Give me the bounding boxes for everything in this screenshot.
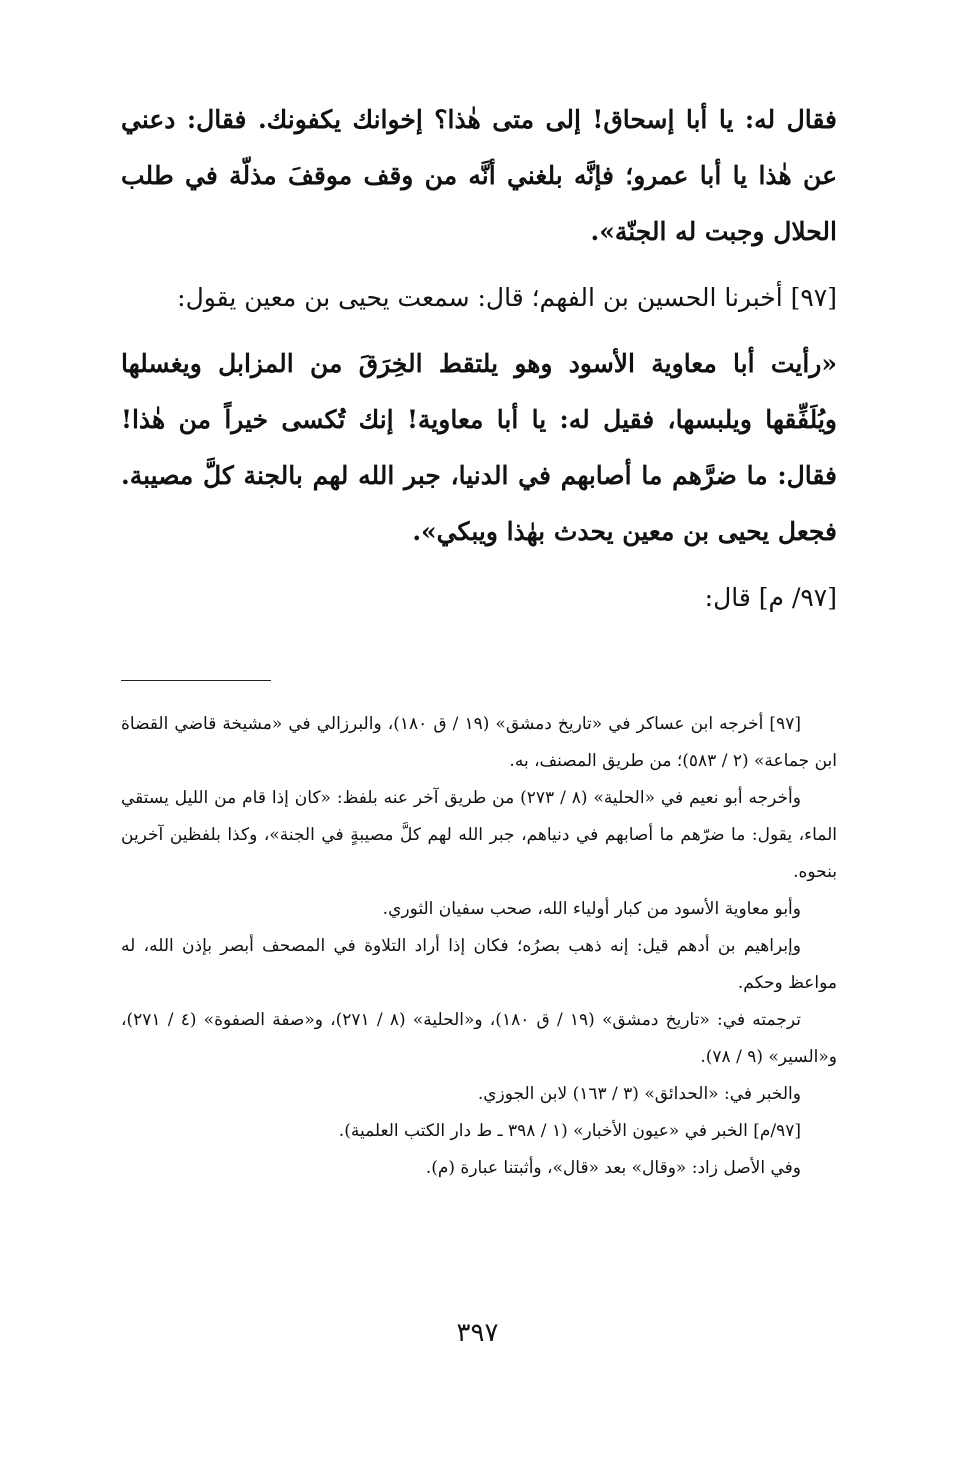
- hadith-number-97: [٩٧]: [790, 283, 837, 312]
- paragraph-1: فقال له: يا أبا إسحاق! إلى متى هٰذا؟ إخوانك يكفونك. فقال: دعني عن هٰذا يا أبا عمرو؛ فإنَّه بلغني أنَّه من وقف موقفَ مذلّة في طلب الحلال وجبت له الجنّة».: [121, 105, 837, 246]
- footnote-1: [٩٧] أخرجه ابن عساكر في «تاريخ دمشق» (١٩ / ق ١٨٠)، والبرزالي في «مشيخة قاضي القضاة ابن جماعة» (٢ / ٥٨٣)؛ من طريق المصنف، به.: [121, 714, 837, 771]
- separator-line: [121, 680, 271, 681]
- paragraph-97m: [121, 570, 837, 626]
- quote-paragraph: «رأيت أبا معاوية الأسود وهو يلتقط الخِرَقَ من المزابل ويغسلها ويُلَفِّقها ويلبسها، فقيل له: يا أبا معاوية! إنك تُكسى خيراً من هٰذا! فقال: ما ضرَّهم ما أصابهم في الدنيا، جبر الله لهم بالجنة كلَّ مصيبة. فجعل يحيى بن معين يحدث بهٰذا ويبكي».: [121, 349, 837, 546]
- footnotes: [121, 706, 837, 1187]
- footnote-8: وفي الأصل زاد: «وقال» بعد «قال»، وأثبتنا عبارة (م).: [425, 1158, 801, 1178]
- qal-text: قال:: [704, 583, 751, 612]
- main-text: [121, 92, 837, 626]
- footnote-6: والخبر في: «الحدائق» (٣ / ١٦٣) لابن الجوزي.: [477, 1084, 801, 1104]
- isnad-text: أخبرنا الحسين بن الفهم؛ قال: سمعت يحيى بن معين يقول:: [177, 283, 783, 312]
- footnote-4: وإبراهيم بن أدهم قيل: إنه ذهب بصرُه؛ فكان إذا أراد التلاوة في المصحف أبصر بإذن الله، له مواعظ وحكم.: [121, 936, 837, 993]
- page-number: ٣٩٧: [456, 1318, 499, 1348]
- footnote-7: [٩٧/م] الخبر في «عيون الأخبار» (١ / ٣٩٨ ـ ط دار الكتب العلمية).: [338, 1121, 801, 1141]
- footnote-3: وأبو معاوية الأسود من كبار أولياء الله، صحب سفيان الثوري.: [382, 899, 801, 919]
- paragraph-97: [121, 270, 837, 326]
- hadith-number-97m: [٩٧/ م]: [758, 583, 837, 612]
- footnote-5: ترجمته في: «تاريخ دمشق» (١٩ / ق ١٨٠)، و«الحلية» (٨ / ٢٧١)، و«صفة الصفوة» (٤ / ٢٧١)، و«السير» (٩ / ٧٨).: [121, 1010, 837, 1067]
- footnote-2: وأخرجه أبو نعيم في «الحلية» (٨ / ٢٧٣) من طريق آخر عنه بلفظ: «كان إذا قام من الليل يستقي الماء، يقول: ما ضرّهم ما أصابهم في دنياهم، جبر الله لهم كلَّ مصيبةٍ في الجنة»، وكذا بلفظين آخرين بنحوه.: [121, 788, 837, 882]
